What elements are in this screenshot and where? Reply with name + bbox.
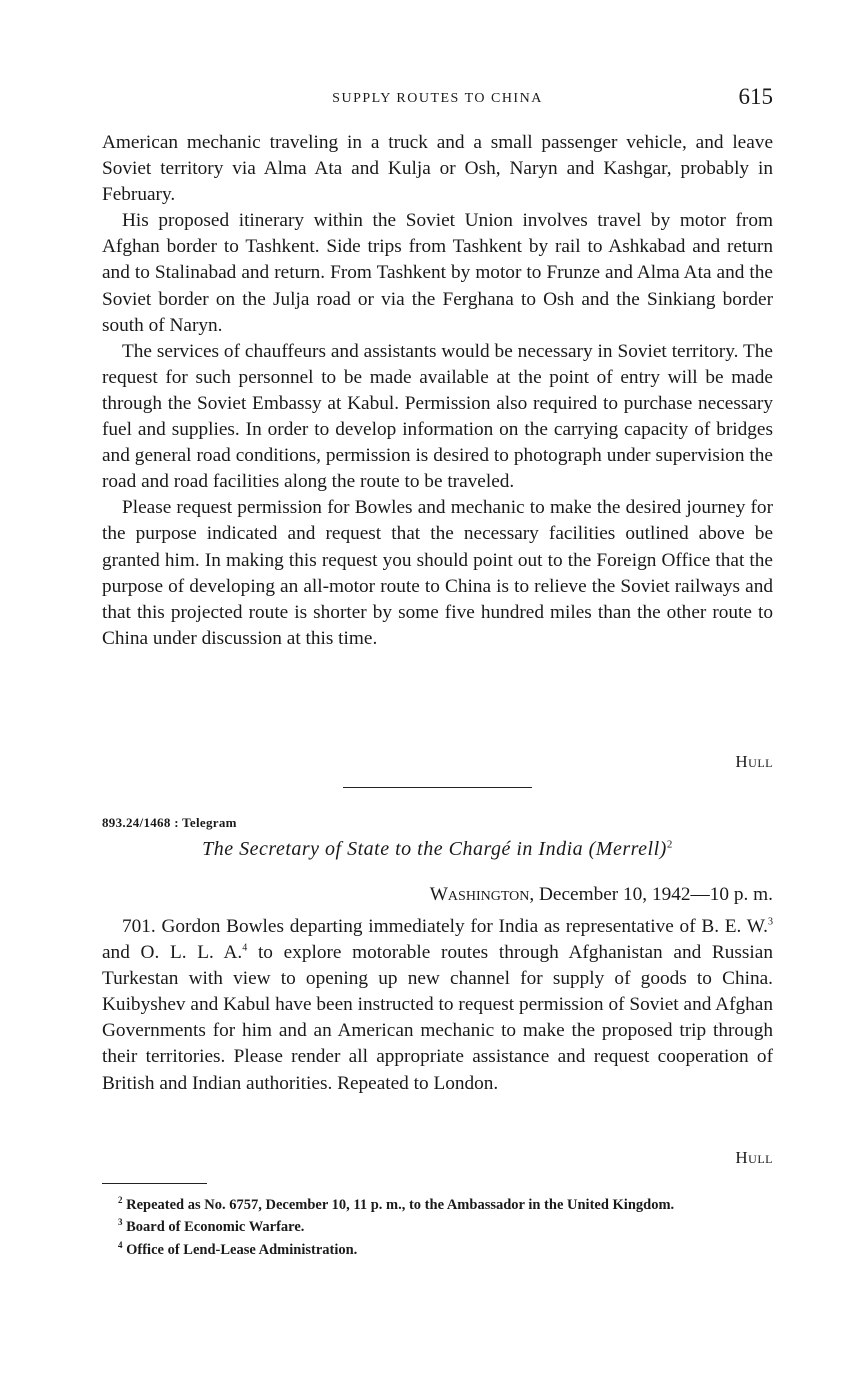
paragraph: Please request permission for Bowles and mechanic to make the desired journey for the purpose indicated and request that the necessary facilities outlined above be granted him. In making this request you should point out to the Foreign Office that the purpose of developing an all-motor route to China is to relieve the Soviet railways and that this projected route is shorter by some five hundred miles than the other route to China under discussion at this time. <box>102 497 773 649</box>
continued-telegram-text <box>102 130 773 652</box>
telegram-text-part: and O. L. L. A. <box>102 942 243 964</box>
footnote-divider <box>102 1183 207 1184</box>
dateline-place: Washington <box>429 884 530 905</box>
footnote-reference: 3 <box>768 916 773 928</box>
document-title-text: The Secretary of State to the Chargé in India (Merrell) <box>202 838 667 860</box>
section-divider <box>343 787 532 788</box>
running-header <box>102 84 773 114</box>
paragraph <box>102 914 773 1097</box>
telegram-text-part: to explore motorable routes through Afghanistan and Russian Turkestan with view to opening up new channel for supply of goods to China. Kuibyshev and Kabul have been instructed to request permission of Soviet and Afghan Governments for him and an American mechanic to make the proposed trip through their territories. Please render all appropriate assistance and request cooperation of British and Indian authorities. Repeated to London. <box>102 942 773 1094</box>
signature: Hull <box>735 752 773 771</box>
footnote-mark: 2 <box>118 1195 123 1205</box>
footnote-reference: 4 <box>242 942 248 954</box>
footnote <box>102 1237 773 1259</box>
footnotes <box>102 1192 773 1259</box>
footnote-reference: 2 <box>666 838 673 851</box>
paragraph: American mechanic traveling in a truck and a small passenger vehicle, and leave Soviet territory via Alma Ata and Kulja or Osh, Naryn and Kashgar, probably in February. <box>102 132 773 206</box>
paragraph: The services of chauffeurs and assistants would be necessary in Soviet territory. The request for such personnel to be made available at the point of entry will be made through the Soviet Embassy at Kabul. Permission also required to purchase necessary fuel and supplies. In order to develop information on the carrying capacity of bridges and general road conditions, permission is desired to photograph under supervision the road and road facilities along the route to be traveled. <box>102 340 773 493</box>
signature: Hull <box>735 1148 773 1167</box>
footnote-mark: 3 <box>118 1217 123 1228</box>
running-title: SUPPLY ROUTES TO CHINA <box>332 91 543 106</box>
telegram-text <box>102 914 773 1097</box>
footnote <box>102 1192 773 1214</box>
footnote-text: Board of Economic Warfare. <box>126 1219 305 1236</box>
document-title <box>102 838 773 861</box>
page-number: 615 <box>738 84 773 109</box>
dateline <box>430 884 773 906</box>
footnote <box>102 1214 773 1236</box>
paragraph: His proposed itinerary within the Soviet Union involves travel by motor from Afghan border to Tashkent. Side trips from Tashkent by rail to Ashkabad and return and to Stalinabad and return. From Tashkent by motor to Frunze and Alma Ata and the Soviet border on the Julja road or via the Ferghana to Osh and the Sinkiang border south of Naryn. <box>102 210 773 336</box>
footnote-text: Repeated as No. 6757, December 10, 11 p. m., to the Ambassador in the United Kingdom. <box>126 1196 675 1213</box>
file-reference: 893.24/1468 : Telegram <box>102 815 237 830</box>
telegram-text-part: 701. Gordon Bowles departing immediately for India as representative of B. E. W. <box>122 916 768 937</box>
footnote-mark: 4 <box>118 1239 123 1250</box>
footnote-text: Office of Lend-Lease Administration. <box>126 1241 358 1258</box>
dateline-date: , December 10, 1942—10 p. m. <box>529 884 773 905</box>
